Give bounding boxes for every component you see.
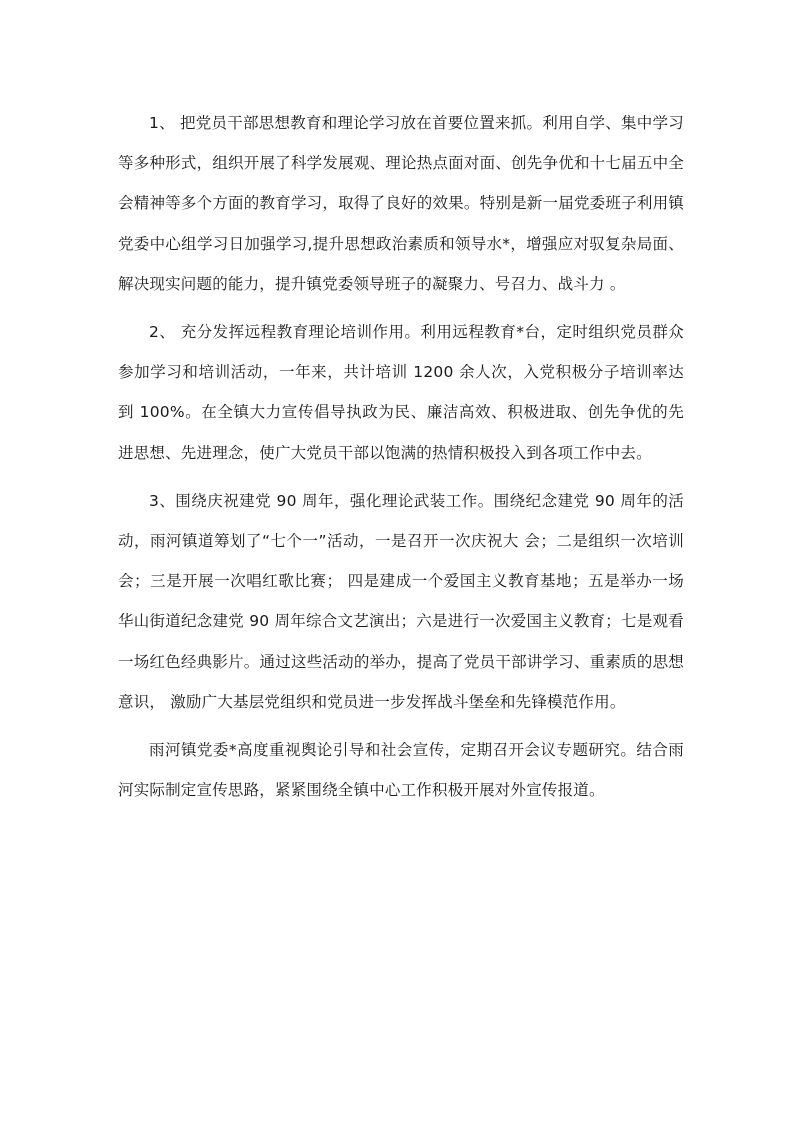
document-body — [118, 103, 684, 818]
paragraph-party-anniversary: 3、围绕庆祝建党 90 周年，强化理论武装工作。围绕纪念建党 90 周年的活动，雨河镇道筹划了“七个一”活动，一是召开一次庆祝大 会；二是组织一次培训会；三是开展一次唱红歌比赛； 四是建成一个爱国主义教育基地；五是举办一场华山街道纪念建党 90 周年综合文艺演出；六是进行一次爱国主义教育；七是观看一场红色经典影片。通过这些活动的举办，提高了党员干部讲学习、重素质的思想意识， 激励广大基层党组织和党员进一步发挥战斗堡垒和先锋模范作用。 — [118, 491, 684, 711]
paragraph-remote-education: 2、 充分发挥远程教育理论培训作用。利用远程教育*台，定时组织党员群众参加学习和培训活动，一年来，共计培训 1200 余人次，入党积极分子培训率达到 100%。在全镇大力宣传倡导执政为民、廉洁高效、积极进取、创先争优的先进思想、先进理念，使广大党员干部以饱满的热情积极投入到各项工作中去。 — [118, 323, 684, 462]
paragraph-theory-study: 1、 把党员干部思想教育和理论学习放在首要位置来抓。利用自学、集中学习等多种形式，组织开展了科学发展观、理论热点面对面、创先争优和十七届五中全会精神等多个方面的教育学习，取得了良好的效果。特别是新一届党委班子利用镇党委中心组学习日加强学习,提升思想政治素质和领导水*，增强应对驭复杂局面、解决现实问题的能力，提升镇党委领导班子的凝聚力、号召力、战斗力 。 — [118, 114, 684, 293]
paragraph-publicity: 雨河镇党委*高度重视舆论引导和社会宣传，定期召开会议专题研究。结合雨河实际制定宣传思路，紧紧围绕全镇中心工作积极开展对外宣传报道。 — [118, 741, 684, 800]
